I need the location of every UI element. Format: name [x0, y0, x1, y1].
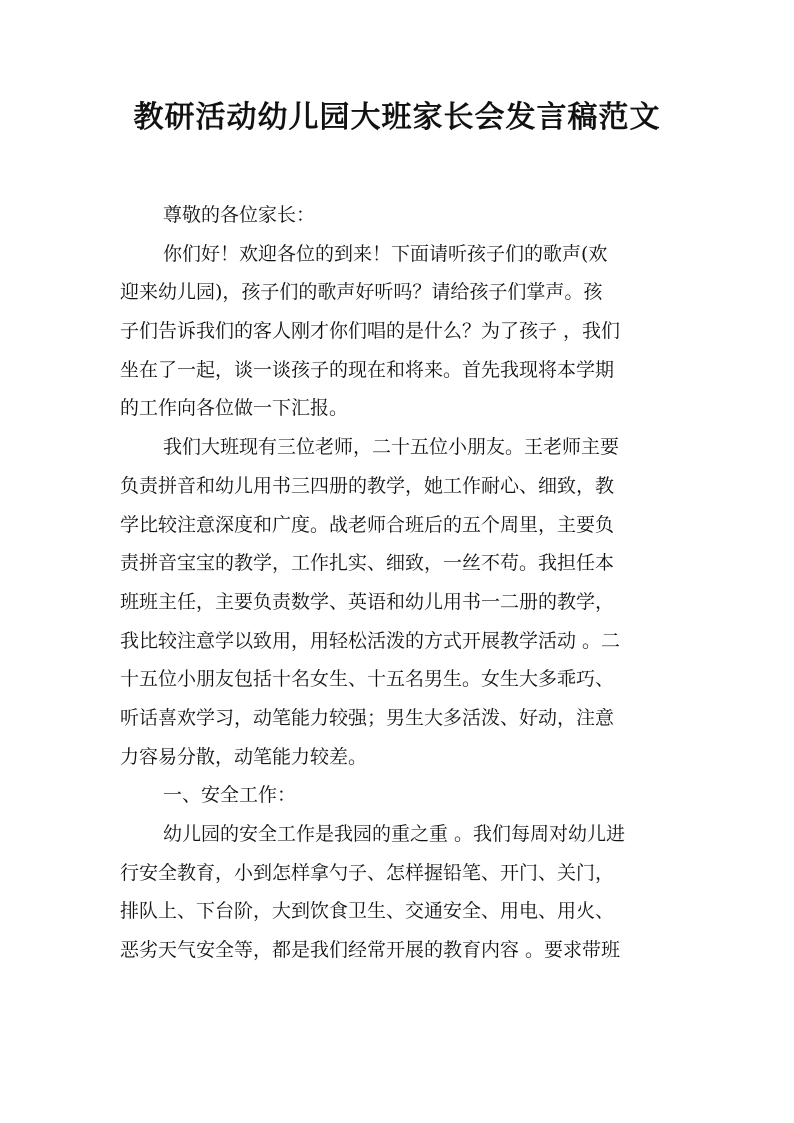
text-line: 尊敬的各位家长：: [163, 204, 316, 226]
text-line: 幼儿园的安全工作是我园的重之重 。我们每周对幼儿进: [163, 823, 626, 845]
text-line: 听话喜欢学习，动笔能力较强；男生大多活泼、好动，注意: [120, 706, 615, 729]
text-line: 力容易分散，动笔能力较差。: [120, 745, 368, 768]
text-line: 我们大班现有三位老师，二十五位小朋友。王老师主要: [163, 436, 620, 459]
text-line: 子们告诉我们的客人刚才你们唱的是什么？为了孩子 ，我们: [120, 320, 621, 343]
text-line: 你们好！欢迎各位的到来！下面请听孩子们的歌声(欢: [163, 242, 608, 265]
text-line: 一、安全工作：: [163, 784, 297, 807]
text-line: 恶劣天气安全等，都是我们经常开展的教育内容 。要求带班: [120, 939, 621, 962]
text-line: 负责拼音和幼儿用书三四册的教学，她工作耐心、细致，教: [120, 474, 615, 497]
text-line: 我比较注意学以致用，用轻松活泼的方式开展教学活动 。二: [120, 629, 621, 652]
text-line: 坐在了一起，谈一谈孩子的现在和将来。首先我现将本学期: [120, 358, 615, 381]
text-line: 行安全教育，小到怎样拿勺子、怎样握铅笔、开门、关门，: [120, 861, 615, 884]
text-line: 迎来幼儿园)，孩子们的歌声好听吗？请给孩子们掌声。孩: [120, 281, 603, 304]
text-line: 班班主任，主要负责数学、英语和幼儿用书一二册的教学，: [120, 590, 615, 613]
text-line: 学比较注意深度和广度。战老师合班后的五个周里，主要负: [120, 513, 615, 536]
text-line: 的工作向各位做一下汇报。: [120, 397, 349, 420]
text-line: 责拼音宝宝的教学，工作扎实、细致，一丝不苟。我担任本: [120, 552, 615, 575]
text-line: 十五位小朋友包括十名女生、十五名男生。女生大多乖巧、: [120, 668, 615, 691]
document-body: [120, 196, 676, 970]
document-title: 教研活动幼儿园大班家长会发言稿范文: [133, 100, 661, 135]
text-line: 排队上、下台阶，大到饮食卫生、交通安全、用电、用火、: [120, 900, 615, 923]
